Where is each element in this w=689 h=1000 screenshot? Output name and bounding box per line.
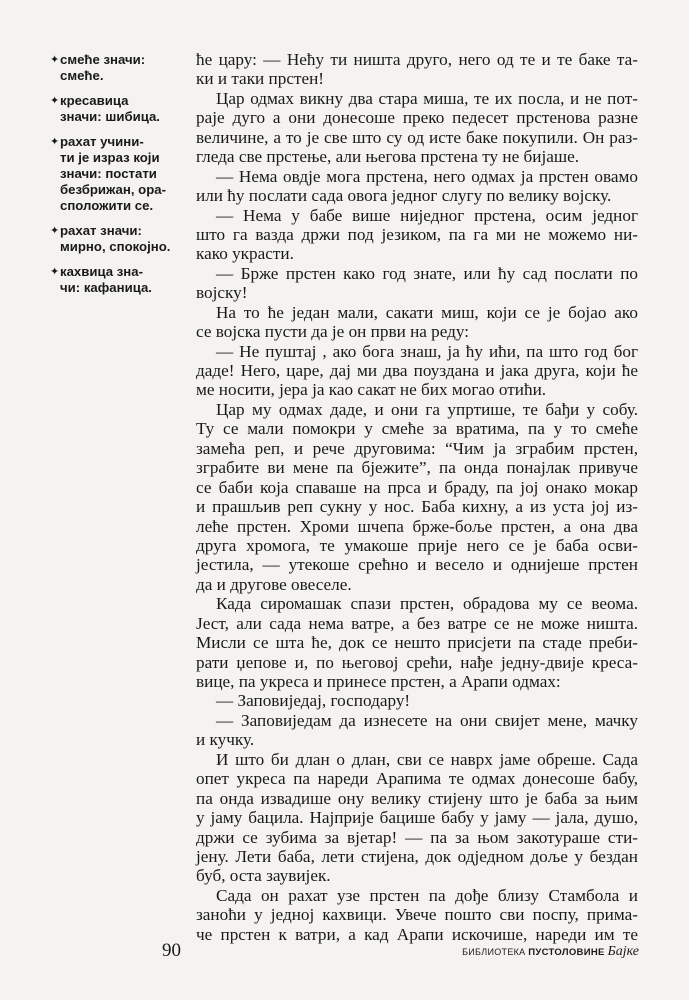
text-line: раје дуго а они донесоше преко педесет прстенова разне xyxy=(196,108,638,128)
text-line: На то ће један мали, сакати миш, који се је бојао ако xyxy=(216,302,638,322)
text-line: рати џепове и, по његовој срећи, нађе једну-двије креса- xyxy=(196,652,638,672)
gloss-text: кахвица зна- чи: кафаница. xyxy=(60,264,152,295)
text-line: Цар му одмах даде, и они га упртише, те бађи у собу. xyxy=(216,399,638,419)
text-line: па онда извадише ону велику стијену што је баба за њим xyxy=(196,788,638,808)
text-line: — Нема овдје мога прстена, него одмах ја прстен овамо xyxy=(216,166,638,186)
text-line: Када сиромашак спази прстен, обрадова му се веома. xyxy=(216,594,638,614)
gloss-entry xyxy=(50,93,174,125)
series-footer xyxy=(462,944,639,960)
series-name: ПУСТОЛОВИНЕ xyxy=(528,947,605,958)
text-line: даде! Него, царе, дај ми два поуздана и јака друга, који ће xyxy=(196,361,638,380)
text-line: се војска пусти да је он први на реду: xyxy=(196,322,470,342)
bullet-cross-icon: ✦ xyxy=(50,95,60,107)
text-line: јену. Лети баба, лети стијена, док одједном доље у бездан xyxy=(196,846,638,866)
text-line: че прстен к ватри, а кад Арапи искочише, нареди им те xyxy=(196,924,638,944)
text-line: И што би длан о длан, сви се наврх јаме обреше. Сада xyxy=(216,749,638,769)
text-line: или ћу послати сада овога једног слугу по велику војску. xyxy=(196,186,612,206)
gloss-text: смеће значи: смеће. xyxy=(60,52,146,83)
text-line: зграбите ви мене па бјежите”, па онда понајлак привуче xyxy=(196,458,638,478)
text-line: што га вазда држи под језиком, па га ми не можемо ни- xyxy=(196,224,638,244)
text-line: држи се зубима за вјетар! — па за њом закотураше сти- xyxy=(196,827,638,847)
bullet-cross-icon: ✦ xyxy=(50,225,60,237)
text-line: ће цару: — Нећу ти ништа друго, него од те и те баке та- xyxy=(196,50,638,69)
series-prefix: БИБЛИОТЕКА xyxy=(462,947,526,957)
text-line: замећа реп, и рече друговима: “Чим ја зграбим прстен, xyxy=(196,438,638,458)
text-line: Сада он рахат узе прстен па дође близу Стамбола и xyxy=(216,885,638,905)
text-line: буб, оста заувијек. xyxy=(196,866,331,886)
text-line: ки и таки прстен! xyxy=(196,69,325,89)
gloss-entry xyxy=(50,134,174,214)
gloss-text: рахат значи: мирно, спокојно. xyxy=(60,223,171,254)
text-line: — Не пуштај , ако бога знаш, ја ћу ићи, па што год бог xyxy=(216,341,638,361)
text-line: опет укреса па нареди Арапима те одмах донесоше бабу, xyxy=(196,769,638,789)
text-line: се баби која спаваше на прса и браду, па јој онако мокар xyxy=(196,477,638,497)
text-line: — Брже прстен како год знате, или ћу сад послати по xyxy=(216,263,638,283)
gloss-entry xyxy=(50,264,174,296)
text-line: ме носити, јера ја као сакат не бих могао отићи. xyxy=(196,380,547,400)
text-line: Мисли се шта ће, док се нешто присјети па стаде преби- xyxy=(196,633,638,653)
text-line: Јест, али сада нема ватре, а без ватре се не може ништа. xyxy=(196,613,638,633)
text-line: јестила, — утекоше срећно и весело и однијеше прстен xyxy=(196,555,638,575)
glossary-sidebar xyxy=(50,52,174,305)
text-line: леће прстен. Хроми шчепа брже-боље прстен, а она два xyxy=(196,516,638,536)
text-line: војску! xyxy=(196,283,248,303)
story-text xyxy=(196,50,638,944)
bullet-cross-icon: ✦ xyxy=(50,266,60,278)
text-line: Ту се мали помокри у смеће за вратима, па у то смеће xyxy=(196,419,638,439)
book-title: Бајке xyxy=(607,944,639,959)
text-line: да и другове овеселе. xyxy=(196,574,352,594)
text-line: Цар одмах викну два стара миша, те их посла, и не пот- xyxy=(216,88,638,108)
text-line: — Нема у бабе више ниједног прстена, осим једног xyxy=(216,205,638,225)
text-line: друга хромога, те умакоше прије него се је баба осви- xyxy=(196,535,638,555)
text-line: и кучку. xyxy=(196,730,255,750)
text-line: и прашљив реп сукну у нос. Баба кихну, а из уста јој из- xyxy=(196,497,638,517)
text-line: гледа све прстење, али његова прстена ту не бијаше. xyxy=(196,147,580,167)
bullet-cross-icon: ✦ xyxy=(50,136,60,148)
text-line: — Заповиједам да изнесете на они свијет мене, мачку xyxy=(216,710,638,730)
text-line: како украсти. xyxy=(196,244,294,264)
gloss-entry xyxy=(50,52,174,84)
text-line: заноћи у једној кахвици. Увече пошто сви поспу, прима- xyxy=(196,905,638,925)
text-line: у јаму бацила. Најприје бацише бабу у јаму — јала, душо, xyxy=(196,808,638,828)
gloss-entry xyxy=(50,223,174,255)
gloss-text: кресавица значи: шибица. xyxy=(60,93,160,124)
gloss-text: рахат учини- ти је израз који значи: постати безбрижан, ора- сположити се. xyxy=(60,134,166,213)
page-number: 90 xyxy=(162,940,181,961)
text-line: вице, па укреса и принесе прстен, а Арапи одмах: xyxy=(196,672,561,691)
text-line: — Заповиједај, господару! xyxy=(216,691,411,711)
text-line: величине, а то је све што су од исте баке покупили. Он раз- xyxy=(196,127,638,147)
bullet-cross-icon: ✦ xyxy=(50,54,60,66)
